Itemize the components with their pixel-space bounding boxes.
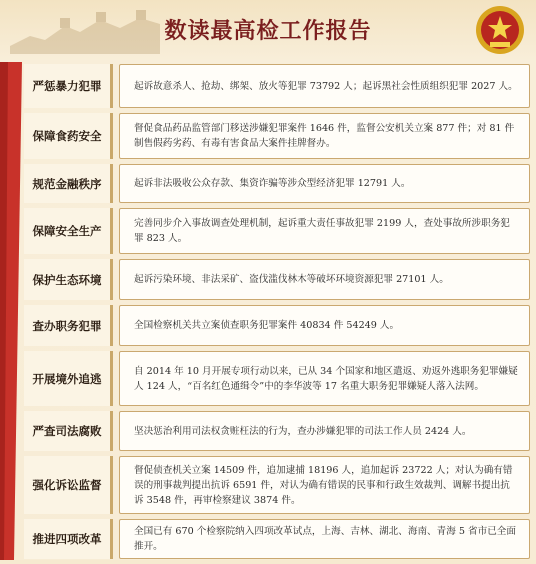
row-label: 严惩暴力犯罪 bbox=[24, 64, 113, 108]
row-text: 坚决惩治利用司法权贪赃枉法的行为，查办涉嫌犯罪的司法工作人员 2424 人。 bbox=[134, 425, 472, 437]
report-row bbox=[24, 351, 530, 406]
row-label: 开展境外追逃 bbox=[24, 351, 113, 406]
row-label: 查办职务犯罪 bbox=[24, 305, 113, 346]
row-text: 督促食品药品监管部门移送涉嫌犯罪案件 1646 件，监督公安机关立案 877 件；对 81 件制售假药劣药、有毒有害食品大案件挂牌督办。 bbox=[134, 123, 515, 149]
report-row bbox=[24, 113, 530, 159]
row-text: 自 2014 年 10 月开展专项行动以来，已从 34 个国家和地区遣返、劝返外逃职务犯罪嫌疑人 124 人，“百名红色通缉令”中的李华波等 17 名重大职务犯罪嫌疑人落入法网。 bbox=[134, 365, 518, 392]
row-content bbox=[119, 519, 530, 559]
report-row bbox=[24, 259, 530, 300]
row-content bbox=[119, 208, 530, 254]
report-row bbox=[24, 64, 530, 108]
report-row bbox=[24, 456, 530, 514]
row-content bbox=[119, 411, 530, 451]
report-row bbox=[24, 411, 530, 451]
row-text: 完善同步介入事故调查处理机制，起诉重大责任事故犯罪 2199 人，查处事故所涉职务犯罪 823 人。 bbox=[134, 218, 510, 244]
row-text: 督促侦查机关立案 14509 件，追加逮捕 18196 人，追加起诉 23722 人；对认为确有错误的刑事裁判提出抗诉 6591 件，对认为确有错误的民事和行政生效裁判、调解书提出抗诉 3548 件，再审检察建议 3874 件。 bbox=[134, 464, 513, 506]
row-content bbox=[119, 259, 530, 300]
row-label: 保障安全生产 bbox=[24, 208, 113, 254]
row-content bbox=[119, 351, 530, 406]
report-row bbox=[24, 519, 530, 559]
row-content bbox=[119, 164, 530, 203]
row-label: 保护生态环境 bbox=[24, 259, 113, 300]
report-list bbox=[24, 64, 530, 564]
row-content bbox=[119, 113, 530, 159]
row-label: 保障食药安全 bbox=[24, 113, 113, 159]
row-text: 全国检察机关共立案侦查职务犯罪案件 40834 件 54249 人。 bbox=[134, 320, 400, 331]
red-flag-decoration bbox=[0, 62, 22, 560]
row-text: 起诉污染环境、非法采矿、盗伐滥伐林木等破坏环境资源犯罪 27101 人。 bbox=[134, 274, 449, 285]
row-label: 规范金融秩序 bbox=[24, 164, 113, 203]
row-label: 强化诉讼监督 bbox=[24, 456, 113, 514]
report-row bbox=[24, 305, 530, 346]
report-row bbox=[24, 208, 530, 254]
procuratorate-emblem-icon bbox=[474, 4, 526, 56]
row-label: 推进四项改革 bbox=[24, 519, 113, 559]
row-content bbox=[119, 305, 530, 346]
header bbox=[0, 0, 536, 62]
report-row bbox=[24, 164, 530, 203]
row-content bbox=[119, 456, 530, 514]
row-label: 严查司法腐败 bbox=[24, 411, 113, 451]
row-text: 起诉故意杀人、抢劫、绑架、放火等犯罪 73792 人；起诉黑社会性质组织犯罪 2027 人。 bbox=[134, 80, 518, 92]
row-text: 全国已有 670 个检察院纳入四项改革试点，上海、吉林、湖北、海南、青海 5 省市已全面推开。 bbox=[134, 526, 516, 552]
row-text: 起诉非法吸收公众存款、集资诈骗等涉众型经济犯罪 12791 人。 bbox=[134, 178, 411, 189]
row-content bbox=[119, 64, 530, 108]
page-title: 数读最高检工作报告 bbox=[164, 19, 372, 44]
